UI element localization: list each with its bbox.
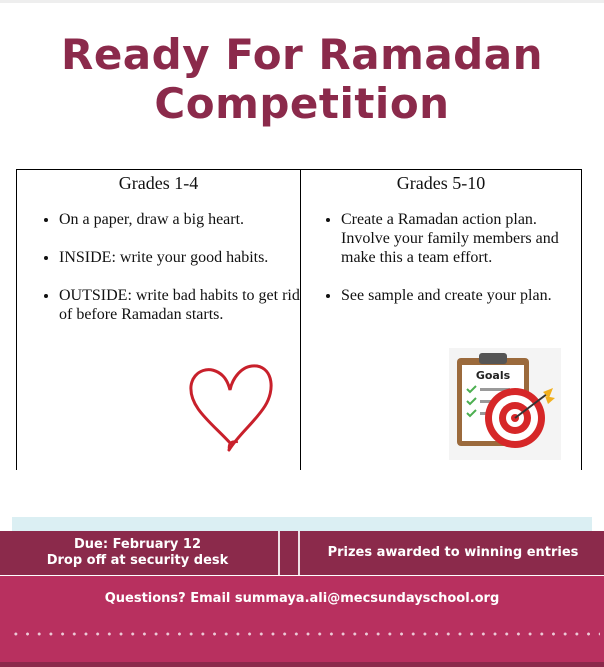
dotted-divider (10, 632, 600, 636)
due-date: Due: February 12 (73, 537, 201, 552)
list-item: • See sample and create your plan. (341, 286, 573, 305)
questions-contact: Questions? Email summaya.ali@mecsundayschool.org (104, 591, 500, 606)
divider-strip (12, 517, 592, 531)
top-rule (0, 0, 604, 3)
band-divider (298, 531, 300, 575)
column-heading-grades-5-10: Grades 5-10 (396, 173, 486, 193)
prizes-info: Prizes awarded to winning entries (327, 545, 579, 560)
bottom-band (0, 662, 604, 667)
drop-off-location: Drop off at security desk (46, 553, 229, 568)
instructions-list-grades-1-4 (17, 210, 300, 324)
list-item: • On a paper, draw a big heart. (59, 210, 300, 229)
questions-band (0, 576, 604, 662)
instructions-list-grades-5-10 (301, 210, 581, 305)
heart-outline-icon (185, 360, 275, 455)
band-divider (278, 531, 280, 575)
list-item: • Create a Ramadan action plan. Involve your family members and make this a team effort. (341, 210, 573, 267)
column-heading-grades-1-4: Grades 1-4 (118, 173, 199, 193)
due-prizes-band (0, 531, 604, 575)
grades-5-10-column (301, 170, 581, 470)
list-item: • OUTSIDE: write bad habits to get rid of before Ramadan starts. (59, 286, 300, 324)
goals-label: Goals (475, 369, 511, 382)
list-item: • INSIDE: write your good habits. (59, 248, 300, 267)
title-line-2: Competition (154, 79, 450, 128)
grades-table (16, 169, 582, 470)
goals-clipboard-target-icon (449, 348, 561, 460)
page-title (0, 30, 604, 128)
grades-1-4-column (17, 170, 301, 470)
due-info (0, 531, 275, 575)
title-line-1: Ready For Ramadan (60, 30, 543, 79)
